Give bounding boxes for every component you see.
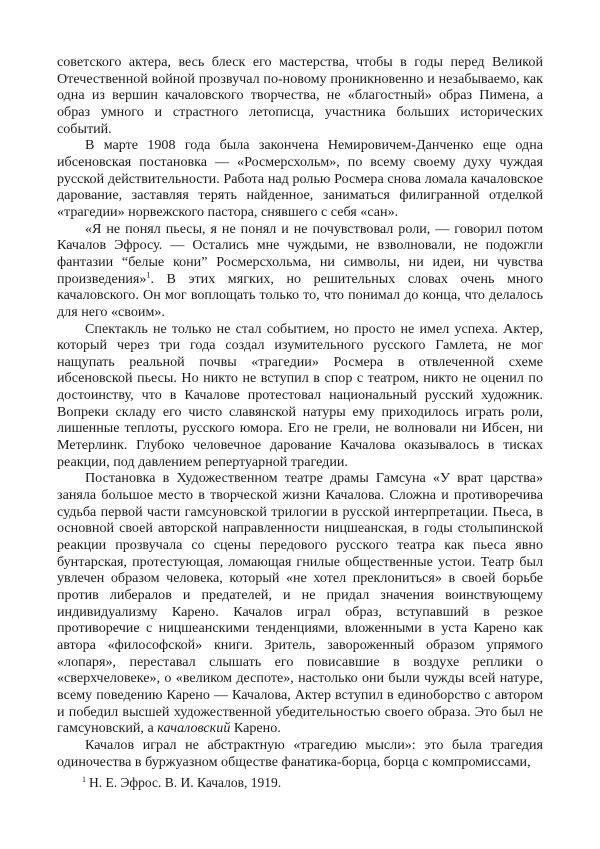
paragraph-tragedy-of-thought: Качалов играл не абстрактную «трагедию мысли»: это была трагедия одиночества в буржуазном обществе фанатика-борца, борца с компромиссами, xyxy=(57,736,543,770)
footnote-text: Н. Е. Эфрос. В. И. Качалов, 1919. xyxy=(89,775,282,790)
paragraph-text-end: Карено. xyxy=(230,720,281,737)
paragraph-performance-failure: Спектакль не только не стал событием, но просто не имел успеха. Актер, который через три года создал изумительного русского Гамлета, не мог нащупать реальной почвы «трагедии» Росмера в отвлеченной схеме ибсеновской пьесы. Но никто не вступил в спор с театром, никто не оценил по достоинству, что в Качалове протестовал национальный русский художник. Вопреки складу его чисто славянской натуры ему приходилось играть роли, лишенные теплоты, русского юмора. Его не грели, не волновали ни Ибсен, ни Метерлинк. Глубоко человечное дарование Качалова оказывалось в тисках реакции, под давлением репертуарной трагедии. xyxy=(57,320,543,470)
paragraph-hamsun-production xyxy=(57,470,543,737)
emphasis-kachalovsky: качаловский xyxy=(157,720,231,737)
page-body xyxy=(57,54,543,770)
paragraph-quote-efros xyxy=(57,221,543,321)
paragraph-continued: советского актера, весь блеск его мастерства, чтобы в годы перед Великой Отечественной войной прозвучал по-новому проникновенно и незабываемо, как одна из вершин качаловского творчества, не «благостный» образ Пимена, а образ умного и страстного летописца, участника больших исторических событий. xyxy=(57,54,543,137)
quote-text: «Я не понял пьесы, я не понял и не почувствовал роли, — говорил потом Качалов Эфросу. — Остались мне чуждыми, не взволновали, не подожгли фантазии “белые кони” Росмерсхольма, ни символы, ни идеи, ни чувства произведения» xyxy=(57,220,543,287)
paragraph-rosmersholm: В марте 1908 года была закончена Немировичем-Данченко еще одна ибсеновская постановка — «Росмерсхольм», по всему своему духу чуждая русской действительности. Работа над ролью Росмера снова ломала качаловское дарование, заставляя терять найденное, заниматься филигранной отделкой «трагедии» норвежского пастора, снявшего с себя «сан». xyxy=(57,137,543,220)
footnote-number: 1 xyxy=(82,774,86,784)
footnote xyxy=(82,775,542,791)
footnote-reference[interactable]: 1 xyxy=(146,269,151,279)
paragraph-text: Постановка в Художественном театре драмы Гамсуна «У врат царства» заняла большое место в творческой жизни Качалова. Сложна и противоречива судьба первой части гамсуновской трилогии в русской интерпретации. Пьеса, в основной своей авторской направленности ницшеанская, в годы столыпинской реакции прозвучала со сцены передового русского театра как пьеса явно бунтарская, протестующая, ломающая гнилые общественные устои. Театр был увлечен образом человека, который «не хотел преклониться» в своей борьбе против либералов и предателей, и не придал значения воинствующему индивидуализму Карено. Качалов играл образ, вступавший в резкое противоречие с ницшеанскими тенденциями, вложенными в уста Карено как автора «философской» книги. Зритель, завороженный образом упрямого «лопаря», переставал слышать его повисавшие в воздухе реплики о «сверхчеловеке», о «великом деспоте», настолько они были чужды всей натуре, всему поведению Карено — Качалова, Актер вступил в единоборство с автором и победил высшей художественной убедительностью своего образа. Это был не гамсуновский, а xyxy=(57,470,543,737)
quote-commentary: . В этих мягких, но решительных словах очень много качаловского. Он мог воплощать только то, что понимал до конца, что делалось для него «своим». xyxy=(57,270,543,320)
